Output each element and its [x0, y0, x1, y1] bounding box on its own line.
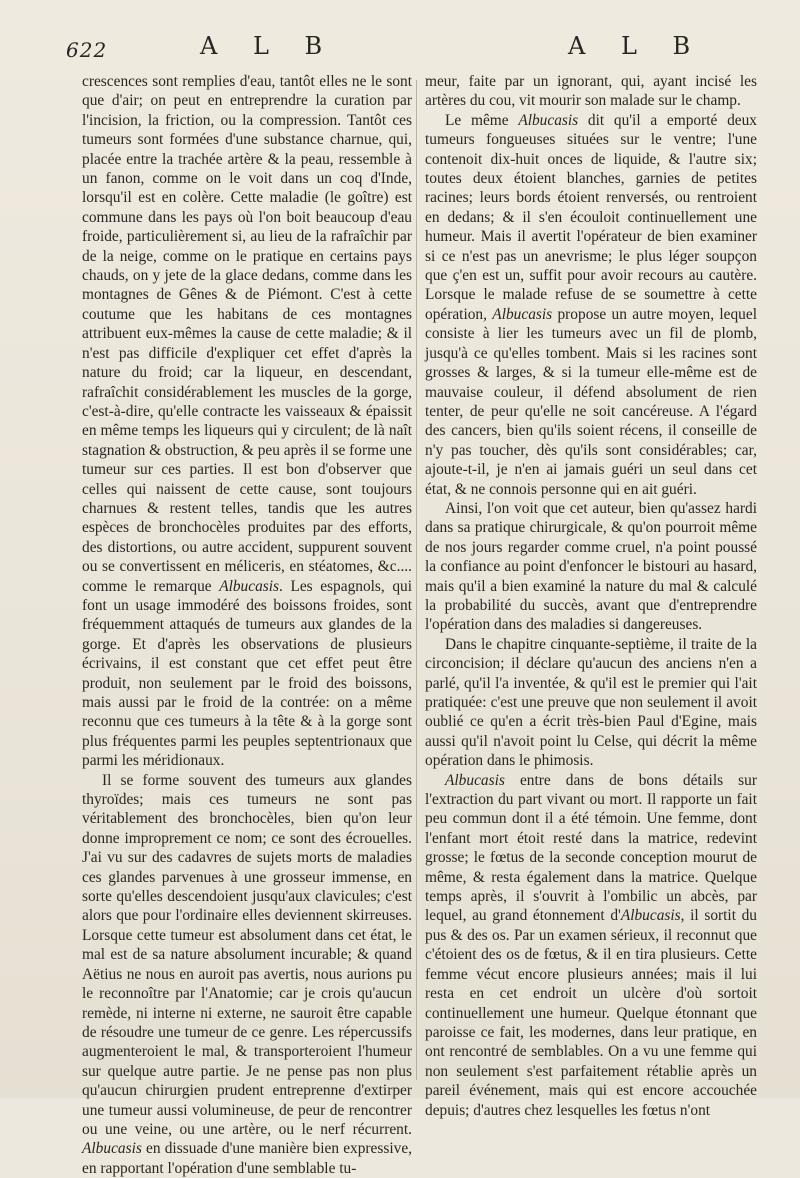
text-run: crescences sont remplies d'eau, tantôt elles ne le sont que d'air; on peut en entreprendre la curation par l'incision, la friction, ou la compression. Tantôt ces tumeurs sont formées d'une substance charnue, qui, placée entre la trachée artère & la peau, ressemble à un fanon, comme on le voit dans un coq d'Inde, lorsqu'il est en colère. Cette maladie (le goître) est commune dans les pays où l'on boit beaucoup d'eau froide, particulièrement si, au lieu de la rafraîchir par de la neige, comme on le pratique en certains pays chauds, on y jete de la glace dedans, comme dans les montagnes de Gênes & de Piémont. C'est à cette coutume que les habitans de ces montagnes attribuent eux-mêmes la cause de cette maladie; & il n'est pas difficile d'expliquer cet effet d'après la nature du froid; car la liqueur, en descendant, rafraîchit considérablement les muscles de la gorge, c'est-à-dire, qu'elle contracte les vaisseaux & épaissit en même temps les liqueurs qui y circulent; de là naît stagnation & obstruction, & peu après il se forme une tumeur sur ces parties. Il est bon d'observer que celles qui naissent de cette cause, sont toujours charnues & restent telles, tandis que les autres espèces de bronchocèles produites par des efforts, des distortions, ou autre accident, suppurent souvent ou se convertissent en méliceris, en stéatomes, &c.... comme le remarque	[82, 73, 412, 595]
italic-name: Albucasis	[620, 907, 681, 925]
page-number: 622	[66, 38, 108, 62]
text-run: . Les espagnols, qui font un usage immodéré des boissons froides, sont fréquemment attaqués de tumeurs aux glandes de la gorge. Et d'après les observations de plusieurs écrivains, il est constant que cet effet peut être produit, non seulement par le froid des boissons, mais aussi par le froid de la contrée: on a même reconnu que ces tumeurs à la tête & à la gorge sont plus fréquentes parmi les peuples septentrionaux que parmi les méridionaux.	[82, 577, 412, 770]
paragraph	[82, 771, 412, 1178]
text-run: meur, faite par un ignorant, qui, ayant incisé les artères du cou, vit mourir son malade sur le champ.	[425, 73, 757, 110]
text-run: dit qu'il a emporté deux tumeurs fongueuses situées sur le ventre; l'une contenoit dix-huit onces de liquide, & l'autre six; toutes deux étoient blanches, garnies de petites racines; leurs bords étoient renversés, ou rentroient en dedans; & il s'en écouloit continuellement une humeur. Mais il avertit l'opérateur de bien examiner si ce n'est pas un anevrisme; le plus léger soupçon que ç'en est un, suffit pour avoir recours au cautère. Lorsque le malade refuse de se soumettre à cette opération,	[425, 111, 757, 323]
text-run: en dissuade d'une manière bien expressive, en rapportant l'opération d'une semblable tu-	[82, 1140, 412, 1177]
paragraph	[425, 111, 757, 499]
italic-name: Albucasis	[219, 577, 280, 595]
italic-name: Albucasis	[82, 1140, 142, 1158]
paragraph	[82, 72, 412, 771]
text-run: Dans le chapitre cinquante-septième, il traite de la circoncision; il déclare qu'aucun des anciens n'en a parlé, qu'il l'a inventée, & qu'il est le premier qui l'ait pratiquée: c'est une preuve que non seulement il avoit oublié ce qu'en a écrit très-bien Paul d'Egine, mais aussi qu'il n'avoit point lu Celse, qui décrit la même opération dans le phimosis.	[425, 635, 757, 770]
right-column	[425, 72, 757, 1120]
text-run: entre dans de bons détails sur l'extraction du part vivant ou mort. Il rapporte un fait peu commun dont il a été témoin. Une femme, dont l'enfant mort étoit resté dans la matrice, redevint grosse; le fœtus de la seconde conception mourut de même, & resta également dans la matrice. Quelque temps après, il s'ouvrit à l'ombilic un abcès, par lequel, au grand étonnement d'	[425, 771, 757, 925]
text-run: , il sortit du pus & des os. Par un examen sérieux, il reconnut que c'étoient des os de fœtus, & il en tira plusieurs. Cette femme vécut encore plusieurs années; mais il lui resta en cet endroit un ulcère d'où sortoit continuellement une humeur. Quelque étonnant que paroisse ce fait, les modernes, dans leur pratique, en ont rencontré de semblables. On a vu une femme qui non seulement s'est parfaitement rétablie après un pareil événement, mais qui est encore accouchée depuis; d'autres chez lesquelles les fœtus n'ont	[425, 907, 757, 1119]
left-column	[82, 72, 412, 1178]
running-head-left: A L B	[200, 32, 337, 60]
page-header	[0, 28, 800, 68]
text-run: Ainsi, l'on voit que cet auteur, bien qu'assez hardi dans sa pratique chirurgicale, & qu'on pourroit même de nos jours regarder comme cruel, n'a point poussé la confiance au point d'enfoncer le bistouri au hasard, mais qu'il a bien examiné la nature du mal & calculé la probabilité du succès, avant que d'entreprendre l'opération dans des maladies si dangereuses.	[425, 499, 757, 634]
column-divider	[416, 80, 417, 1080]
italic-name: Albucasis	[445, 771, 505, 789]
text-run: Le même	[445, 111, 519, 129]
italic-name: Albucasis	[518, 111, 579, 129]
text-run: Il se forme souvent des tumeurs aux glandes thyroïdes; mais ces tumeurs ne sont pas véritablement des bronchocèles, bien qu'on leur donne improprement ce nom; ce sont des écrouelles. J'ai vu sur des cadavres de sujets morts de maladies ces glandes parvenues à une grosseur immense, en sorte qu'elles descendoient jusqu'aux clavicules; c'est alors que pour l'ordinaire elles deviennent skirreuses. Lorsque cette tumeur est absolument dans cet état, le mal est de sa nature absolument incurable; & quand Aëtius ne nous en auroit pas avertis, nous aurions pu le reconnoître par l'Anatomie; car je crois qu'aucun remède, ni interne ni externe, ne sauroit être capable de résoudre une tumeur de ce genre. Les répercussifs augmenteroient le mal, & transporteroient l'humeur sur quelque autre partie. Je ne pense pas non plus qu'aucun chirurgien prudent entreprenne d'extirper une tumeur aussi volumineuse, de peur de rencontrer ou une veine, ou une artère, ou le nerf récurrent.	[82, 771, 412, 1138]
text-run: propose un autre moyen, lequel consiste à lier les tumeurs avec un fil de plomb, jusqu'à ce qu'elles tombent. Mais si les racines sont grosses & larges, & si la tumeur elle-même est de mauvaise couleur, il défend absolument de rien tenter, de peur qu'elle ne soit cancéreuse. A l'égard des cancers, bien qu'ils soient récens, il conseille de n'y pas toucher, dès qu'ils sont considérables; car, ajoute-t-il, je n'en ai jamais guéri un seul dans cet état, & ne connois personne qui en ait guéri.	[425, 305, 757, 498]
paragraph	[425, 635, 757, 771]
paragraph	[425, 771, 757, 1120]
italic-name: Albucasis	[492, 305, 553, 323]
running-head-right: A L B	[568, 32, 705, 60]
paragraph	[425, 72, 757, 111]
paragraph	[425, 499, 757, 635]
